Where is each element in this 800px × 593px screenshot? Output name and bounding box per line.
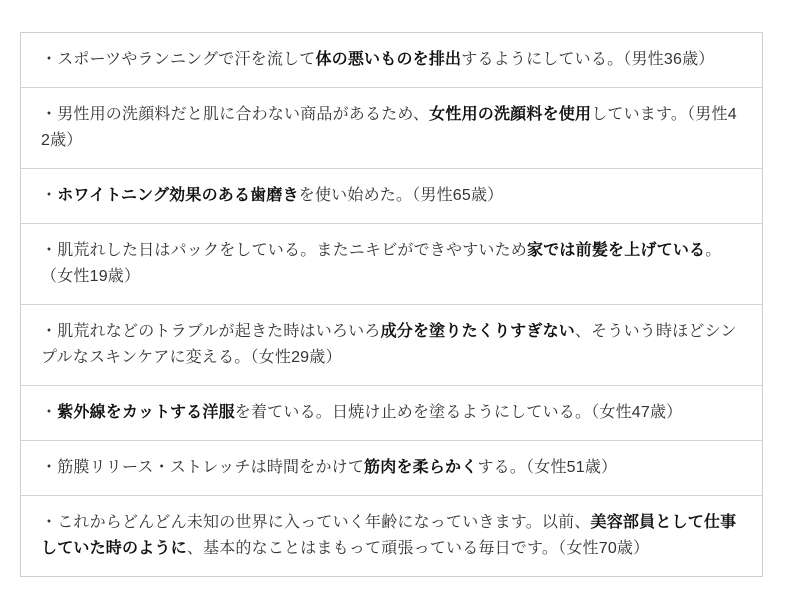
quote-segment: するようにしている。（男性36歳） [461,51,715,68]
quote-segment: ・筋膜リリース・ストレッチは時間をかけて [41,459,365,476]
quote-row [21,440,762,495]
quote-segment: 、基本的なことはまもって頑張っている毎日です。（女性70歳） [186,540,650,557]
quote-segment-bold: 紫外線をカットする洋服 [57,404,235,421]
quote-segment-bold: 成分を塗りたくりすぎない [380,323,575,340]
quote-segment: しています。（男性42歳） [41,106,737,149]
quote-segment-bold: 女性用の洗顔料を使用 [429,106,592,123]
quote-segment: ・ [41,404,58,421]
quote-row [21,87,762,168]
quote-segment: を着ている。日焼け止めを塗るようにしている。（女性47歳） [234,404,683,421]
quote-segment: を使い始めた。（男性65歳） [298,187,504,204]
quote-segment: ・ [41,187,58,204]
quote-segment-bold: ホワイトニング効果のある歯磨き [57,187,299,204]
quote-row [21,495,762,576]
quote-row [21,168,762,223]
quote-segment: ・スポーツやランニングで汗を流して [41,51,316,68]
quote-segment: する。（女性51歳） [477,459,618,476]
quote-segment-bold: 家では前髪を上げている [527,242,706,259]
quote-segment-bold: 体の悪いものを排出 [315,51,462,68]
quote-row [21,304,762,385]
quote-segment-bold: 筋肉を柔らかく [364,459,478,476]
quote-row [21,33,762,87]
quote-segment: 、そういう時ほどシンプルなスキンケアに変える。（女性29歳） [41,323,737,366]
quote-segment: ・肌荒れなどのトラブルが起きた時はいろいろ [41,323,381,340]
quote-segment: ・これからどんどん未知の世界に入っていく年齢になっていきます。以前、 [41,514,591,531]
quote-row [21,223,762,304]
quote-segment: ・肌荒れした日はパックをしている。またニキビができやすいため [41,242,528,259]
quote-segment: 。（女性19歳） [41,242,722,285]
quote-segment: ・男性用の洗顔料だと肌に合わない商品があるため、 [41,106,430,123]
quote-segment-bold: 美容部員として仕事していた時のように [41,514,737,557]
quote-table [20,32,763,577]
quote-row [21,385,762,440]
